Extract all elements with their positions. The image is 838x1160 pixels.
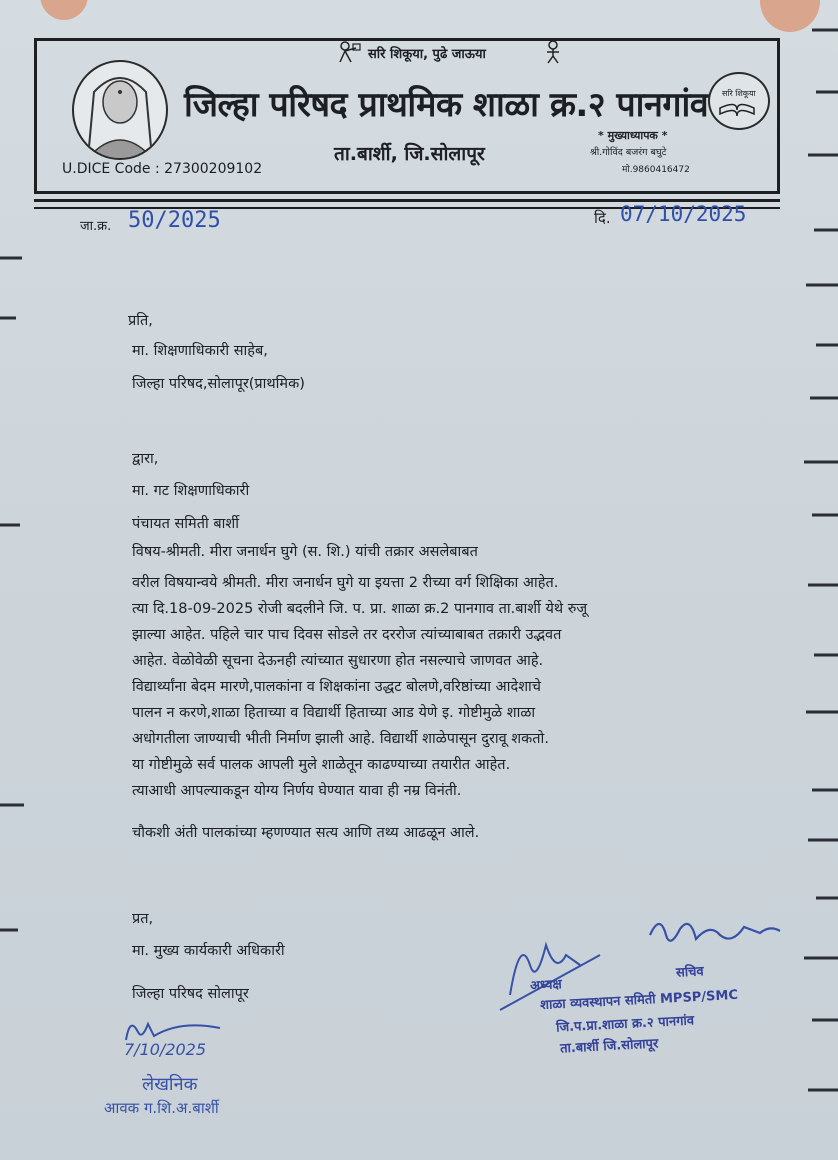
receipt-office: आवक ग.शि.अ.बार्शी (104, 1099, 219, 1117)
portrait-image (72, 60, 168, 160)
recipient-line-2: जिल्हा परिषद,सोलापूर(प्राथमिक) (132, 376, 305, 392)
stamp-line-2: जि.प.प्रा.शाळा क्र.२ पानगांव (555, 1013, 695, 1036)
body-line: या गोष्टीमुळे सर्व पालक आपली मुले शाळेतून काढण्याच्या तयारीत आहेत. (132, 757, 511, 773)
school-place: ता.बार्शी, जि.सोलापूर (334, 143, 485, 165)
date-label: दि. (594, 209, 611, 227)
copy-line-2: जिल्हा परिषद सोलापूर (132, 986, 249, 1002)
letter-date: 07/10/2025 (620, 202, 747, 226)
walking-child-icon (540, 40, 566, 64)
through-line-1: मा. गट शिक्षणाधिकारी (132, 483, 250, 499)
reference-number: 50/2025 (128, 208, 221, 233)
stamp-president-label: अध्यक्ष (529, 977, 563, 994)
receipt-date: 7/10/2025 (124, 1040, 207, 1059)
headmaster-title: * मुख्याध्यापक * (598, 129, 668, 142)
edge-marks-decoration (798, 0, 838, 1160)
copy-line-1: मा. मुख्य कार्यकारी अधिकारी (132, 943, 285, 959)
body-line: त्याआधी आपल्याकडून योग्य निर्णय घेण्यात यावा ही नम्र विनंती. (132, 783, 462, 799)
through-prefix: द्वारा, (132, 451, 159, 467)
through-line-2: पंचायत समिती बार्शी (132, 516, 239, 532)
stamp-secretary-label: सचिव (675, 964, 705, 981)
reading-child-icon (336, 40, 362, 64)
reference-label: जा.क्र. (80, 219, 112, 234)
body-line: वरील विषयान्वये श्रीमती. मीरा जनार्धन घुगे या इयत्ता 2 रीच्या वर्ग शिक्षिका आहेत. (132, 575, 559, 591)
school-name: जिल्हा परिषद प्राथमिक शाळा क्र.२ पानगांव (184, 85, 709, 125)
logo-text: सरि शिकूया (722, 89, 756, 98)
school-book-logo (708, 72, 770, 130)
school-motto: सरि शिकूया, पुढे जाऊया (368, 47, 486, 62)
body-line: झाल्या आहेत. पहिले चार पाच दिवस सोडले तर दररोज त्यांच्याबाबत तक्रारी उद्भवत (132, 627, 562, 643)
receipt-role: लेखनिक (142, 1074, 198, 1095)
stamp-line-3: ता.बार्शी जि.सोलापूर (559, 1036, 659, 1057)
secretary-signature-icon (640, 905, 790, 955)
recipient-prefix: प्रति, (128, 313, 153, 329)
left-edge-marks-decoration (0, 0, 30, 1160)
body-line: पालन न करणे,शाळा हिताच्या व विद्यार्थी हिताच्या आड येणे इ. गोष्टीमुळे शाळा (132, 705, 536, 721)
finger-left (40, 0, 88, 20)
body-line: अधोगतीला जाण्याची भीती निर्माण झाली आहे. विद्यार्थी शाळेपासून दुरावू शकतो. (132, 731, 549, 747)
copy-prefix: प्रत, (132, 911, 154, 927)
stamp-line-1: शाळा व्यवस्थापन समिती MPSP/SMC (539, 987, 739, 1014)
headmaster-phone: मो.9860416472 (622, 165, 690, 175)
headmaster-name: श्री.गोविंद बजरंग बघुटे (590, 147, 667, 158)
udice-code: U.DICE Code : 27300209102 (62, 161, 263, 177)
letter-subject: विषय-श्रीमती. मीरा जनार्धन घुगे (स. शि.) यांची तक्रार असलेबाबत (132, 544, 478, 560)
body-line: विद्यार्थ्यांना बेदम मारणे,पालकांना व शिक्षकांना उद्धट बोलणे,वरिष्ठांच्या आदेशाचे (132, 679, 542, 695)
conclusion-line: चौकशी अंती पालकांच्या म्हणण्यात सत्य आणि तथ्य आढळून आले. (132, 825, 480, 841)
body-line: आहेत. वेळोवेळी सूचना देऊनही त्यांच्यात सुधारणा होत नसल्याचे जाणवत आहे. (132, 653, 544, 669)
body-line: त्या दि.18-09-2025 रोजी बदलीने जि. प. प्रा. शाळा क्र.2 पानगाव ता.बार्शी येथे रुजू (132, 601, 588, 617)
recipient-line-1: मा. शिक्षणाधिकारी साहेब, (132, 343, 268, 359)
